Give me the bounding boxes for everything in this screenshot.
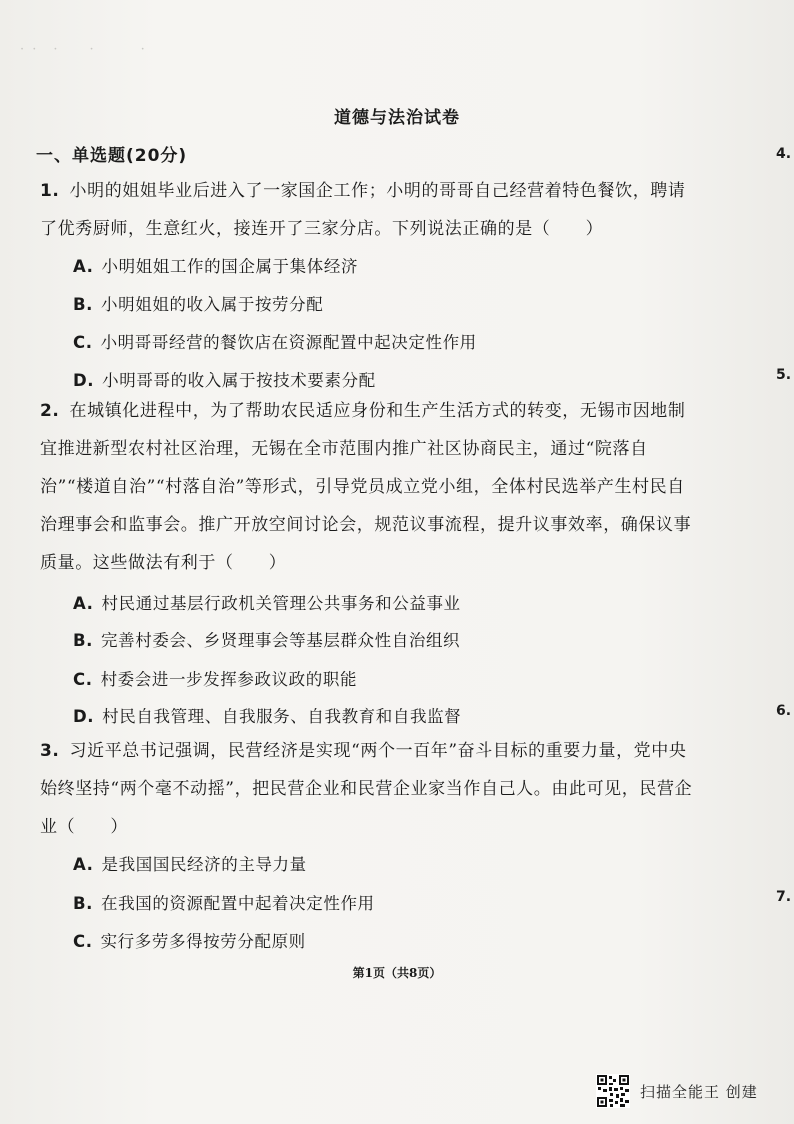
page-footer: 第1页（共8页） [352, 966, 442, 980]
question-1 [40, 172, 700, 248]
page-title: 道德与法治试卷 [334, 108, 460, 128]
question-3 [40, 732, 700, 846]
question-stem: 习近平总书记强调，民营经济是实现“两个一百年”奋斗目标的重要力量，党中央始终坚持“两个毫不动摇”，把民营企业和民营企业家当作自己人。由此可见，民营企业（ ） [40, 741, 693, 837]
question-stem: 小明的姐姐毕业后进入了一家国企工作；小明的哥哥自己经营着特色餐饮，聘请了优秀厨师，生意红火，接连开了三家分店。下列说法正确的是（ ） [40, 181, 686, 239]
option-3c: C. 实行多劳多得按劳分配原则 [73, 932, 306, 951]
side-number: 4. [776, 146, 792, 162]
side-number: 7. [776, 889, 792, 905]
option-1d: D. 小明哥哥的收入属于按技术要素分配 [73, 371, 376, 390]
option-1b: B. 小明姐姐的收入属于按劳分配 [73, 295, 324, 314]
question-number: 3. [40, 741, 60, 761]
side-number: 5. [776, 367, 792, 383]
option-1a: A. 小明姐姐工作的国企属于集体经济 [73, 257, 359, 276]
option-3b: B. 在我国的资源配置中起着决定性作用 [73, 894, 375, 913]
option-2d: D. 村民自我管理、自我服务、自我教育和自我监督 [73, 707, 462, 726]
option-2a: A. 村民通过基层行政机关管理公共事务和公益事业 [73, 594, 461, 613]
question-number: 2. [40, 401, 60, 421]
side-number: 6. [776, 703, 792, 719]
option-1c: C. 小明哥哥经营的餐饮店在资源配置中起决定性作用 [73, 333, 477, 352]
option-3a: A. 是我国国民经济的主导力量 [73, 855, 307, 874]
question-number: 1. [40, 181, 60, 201]
qr-code-icon [596, 1074, 630, 1108]
option-2c: C. 村委会进一步发挥参政议政的职能 [73, 670, 358, 689]
question-2 [40, 392, 700, 582]
bleed-through-text: · · · · · [20, 42, 147, 57]
scanner-watermark: 扫描全能王 创建 [640, 1083, 758, 1101]
question-stem: 在城镇化进程中，为了帮助农民适应身份和生产生活方式的转变，无锡市因地制宜推进新型农村社区治理，无锡在全市范围内推广社区协商民主，通过“院落自治”“楼道自治”“村落自治”等形式，引导党员成立党小组，全体村民选举产生村民自治理事会和监事会。推广开放空间讨论会，规范议事流程，提升议事效率，确保议事质量。这些做法有利于（ ） [40, 401, 692, 573]
section-heading: 一、单选题(20分) [36, 146, 188, 166]
option-2b: B. 完善村委会、乡贤理事会等基层群众性自治组织 [73, 631, 461, 650]
